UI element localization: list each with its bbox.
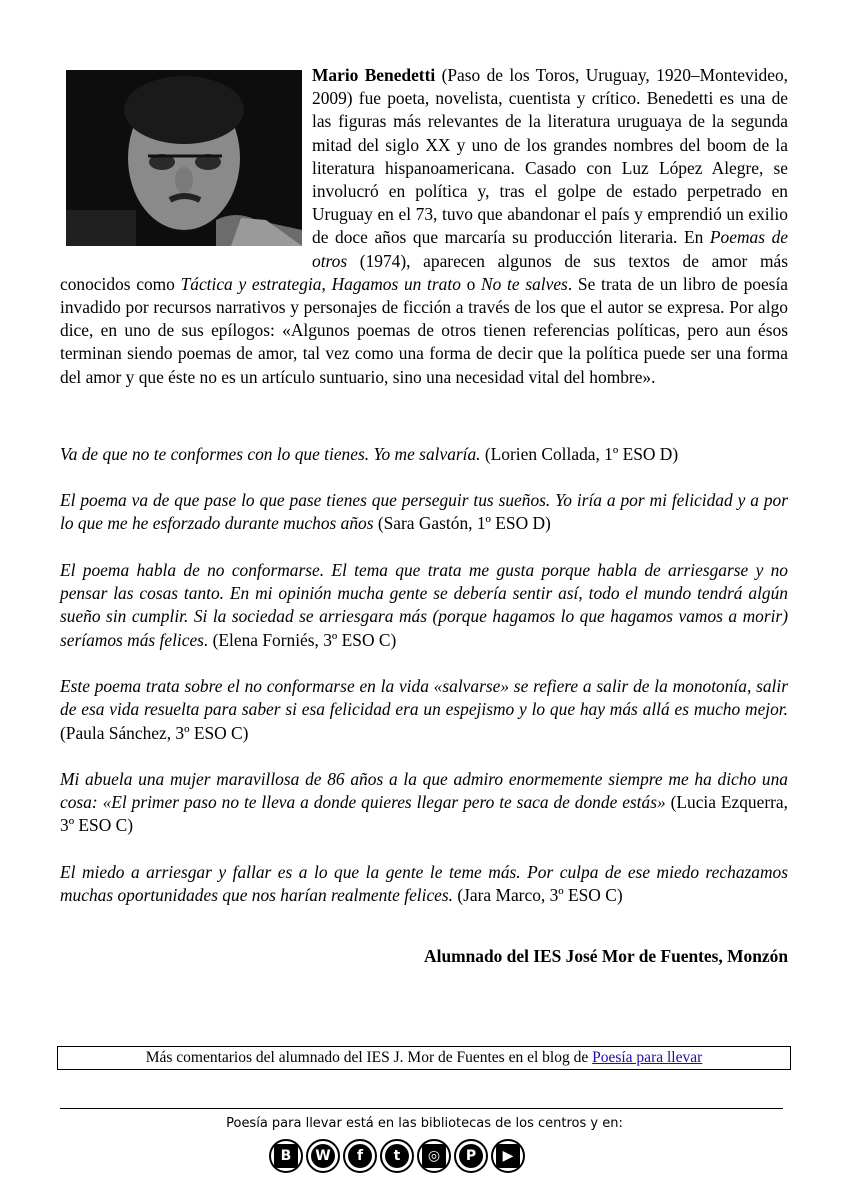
footer-text: Poesía para llevar está en las bibliotecas de los centros y en: <box>226 1116 623 1131</box>
book-title: Poemas de otros <box>312 227 788 271</box>
twitter-icon[interactable]: t <box>380 1139 414 1173</box>
blogger-icon[interactable]: B <box>269 1139 303 1173</box>
portrait-image <box>66 70 302 246</box>
comment-author: (Elena Forniés, 3º ESO C) <box>208 629 397 650</box>
author-photo <box>66 70 302 246</box>
comment-text: El poema va de que pase lo que pase tienes que perseguir tus sueños. Yo iría a por mi felicidad y a por lo que me he esforzado durante muchos años <box>60 490 788 534</box>
bio-text: (1974), aparecen algunos de sus textos de amor más conocidos como <box>60 250 788 294</box>
pinterest-icon[interactable]: P <box>454 1139 488 1173</box>
comment-text: El poema habla de no conformarse. El tema que trata me gusta porque habla de arriesgarse y no pensar las cosas tanto. En mi opinión mucha gente se debería sentir así, todo el mundo tendrá algún sueño sin cumplir. Si la sociedad se arriesgara más (porque hagamos lo que hagamos vamos a morir) seríamos más felices. <box>60 559 788 650</box>
student-comment <box>60 443 788 466</box>
bio-text: . Se trata de un libro de poesía invadido por recursos narrativos y personajes de ficción a través de los que el autor se expresa. Por algo dice, en uno de sus epílogos: «Algunos poemas de otros tienen referencias políticas, pero aun ésos terminan siendo poemas de amor, tal vez como una forma de decir que la política puede ser una forma del amor y que éste no es un artículo suntuario, sino una necesidad vital del hombre». <box>60 273 788 387</box>
poem-title: Hagamos un trato <box>331 273 461 294</box>
social-icons <box>269 1139 539 1177</box>
signature: Alumnado del IES José Mor de Fuentes, Monzón <box>424 946 788 967</box>
comment-text: Mi abuela una mujer maravillosa de 86 años a la que admiro enormemente siempre me ha dicho una cosa: «El primer paso no te lleva a donde quieres llegar pero te saca de donde estás» <box>60 768 788 813</box>
student-comment <box>60 861 788 908</box>
student-comment <box>60 489 788 536</box>
document-body <box>60 64 788 967</box>
poem-title: Táctica y estrategia <box>180 273 322 294</box>
author-biography <box>60 64 788 389</box>
comment-text: Va de que no te conformes con lo que tienes. Yo me salvaría. <box>60 443 481 464</box>
comment-text: Este poema trata sobre el no conformarse en la vida «salvarse» se refiere a salir de la monotonía, salir de esa vida resuelta para saber si esa felicidad era un espejismo y lo que hay más allá es mucho mejor. <box>60 675 788 720</box>
facebook-icon[interactable]: f <box>343 1139 377 1173</box>
separator: , <box>321 273 332 294</box>
student-comment <box>60 675 788 745</box>
student-comment <box>60 768 788 838</box>
wordpress-icon[interactable]: W <box>306 1139 340 1173</box>
comment-author: (Lucia Ezquerra, 3º ESO C) <box>60 792 788 836</box>
bio-text: (Paso de los Toros, Uruguay, 1920–Montevideo, 2009) fue poeta, novelista, cuentista y crítico. Benedetti es una de las figuras más relevantes de la literatura uruguaya de la segunda mitad del siglo XX y uno de los grandes nombres del boom de la literatura hispanoamericana. Casado con Luz López Alegre, se involucró en política y, tras el golpe de estado perpetrado en Uruguay en el 73, tuvo que abandonar el país y emprendió un exilio de doce años que marcaría su producción literaria. En <box>312 65 788 248</box>
comment-author: (Paula Sánchez, 3º ESO C) <box>60 722 249 743</box>
instagram-icon[interactable]: ◎ <box>417 1139 451 1173</box>
comment-author: (Jara Marco, 3º ESO C) <box>453 885 623 905</box>
comment-author: (Sara Gastón, 1º ESO D) <box>373 513 551 534</box>
more-comments-text: Más comentarios del alumnado del IES J. Mor de Fuentes en el blog de <box>145 1049 593 1066</box>
student-comment <box>60 559 788 652</box>
more-comments-box <box>57 1046 791 1070</box>
separator: o <box>460 273 482 294</box>
blog-link[interactable]: Poesía para llevar <box>592 1049 703 1066</box>
poem-title: No te salves <box>481 273 568 294</box>
comment-text: El miedo a arriesgar y fallar es a lo que la gente le teme más. Por culpa de ese miedo rechazamos muchas oportunidades que nos harían realmente felices. <box>60 861 788 905</box>
divider <box>60 1108 783 1109</box>
youtube-icon[interactable]: ▶ <box>491 1139 525 1173</box>
author-name: Mario Benedetti <box>312 65 436 85</box>
student-comments <box>60 443 788 907</box>
comment-author: (Lorien Collada, 1º ESO D) <box>480 443 679 464</box>
